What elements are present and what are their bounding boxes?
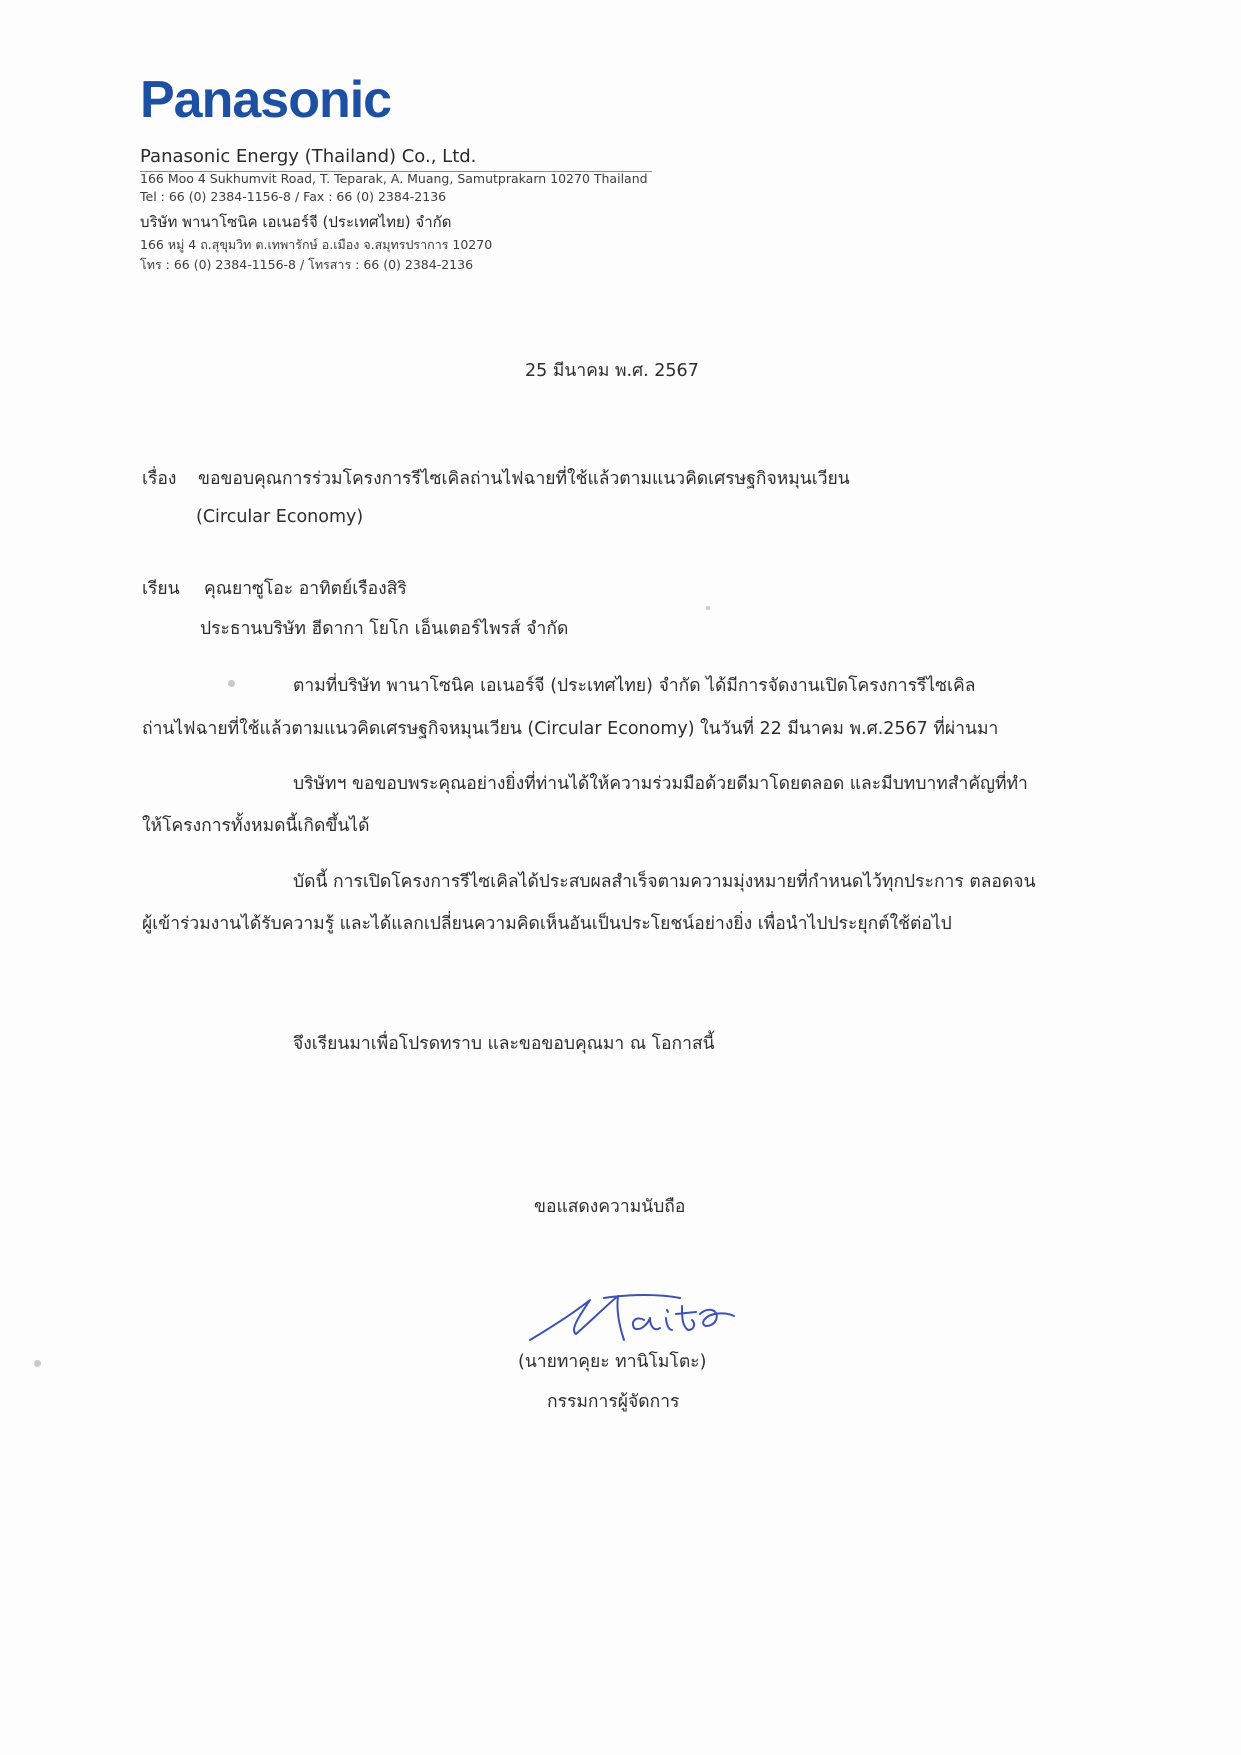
scan-speck bbox=[706, 606, 710, 610]
handwritten-signature bbox=[520, 1290, 760, 1350]
closing-paragraph: จึงเรียนมาเพื่อโปรดทราบ และขอขอบคุณมา ณ โอกาสนี้ bbox=[293, 1034, 715, 1054]
address-th: 166 หมู่ 4 ถ.สุขุมวิท ต.เทพารักษ์ อ.เมือง จ.สมุทรปราการ 10270 bbox=[140, 237, 493, 252]
paragraph-2-line-2: ให้โครงการทั้งหมดนี้เกิดขึ้นได้ bbox=[142, 816, 370, 836]
complimentary-close: ขอแสดงความนับถือ bbox=[534, 1197, 686, 1217]
recipient-name: คุณยาซูโอะ อาทิตย์เรืองสิริ bbox=[204, 579, 407, 599]
address-en: 166 Moo 4 Sukhumvit Road, T. Teparak, A. Muang, Samutprakarn 10270 Thailand bbox=[140, 171, 648, 186]
tel-fax-en: Tel : 66 (0) 2384-1156-8 / Fax : 66 (0) 2384-2136 bbox=[140, 189, 447, 204]
company-name-th: บริษัท พานาโซนิค เอเนอร์จี (ประเทศไทย) จำกัด bbox=[140, 213, 452, 231]
paragraph-2-line-1: บริษัทฯ ขอขอบพระคุณอย่างยิ่งที่ท่านได้ให้ความร่วมมือด้วยดีมาโดยตลอด และมีบทบาทสำคัญที่ทำ bbox=[293, 774, 1028, 794]
signatory-name: (นายทาคุยะ ทานิโมโตะ) bbox=[518, 1352, 707, 1372]
panasonic-logo: Panasonic bbox=[140, 71, 392, 129]
scan-speck bbox=[34, 1360, 41, 1367]
recipient-label: เรียน bbox=[142, 579, 180, 599]
paragraph-1-line-2: ถ่านไฟฉายที่ใช้แล้วตามแนวคิดเศรษฐกิจหมุนเวียน (Circular Economy) ในวันที่ 22 มีนาคม พ.ศ.2567 ที่ผ่านมา bbox=[142, 719, 999, 739]
subject-line-1: ขอขอบคุณการร่วมโครงการรีไซเคิลถ่านไฟฉายที่ใช้แล้วตามแนวคิดเศรษฐกิจหมุนเวียน bbox=[198, 469, 850, 489]
scan-speck bbox=[228, 680, 235, 687]
paragraph-1-line-1: ตามที่บริษัท พานาโซนิค เอเนอร์จี (ประเทศไทย) จำกัด ได้มีการจัดงานเปิดโครงการรีไซเคิล bbox=[293, 676, 976, 696]
subject-label: เรื่อง bbox=[142, 469, 177, 489]
paragraph-3-line-1: บัดนี้ การเปิดโครงการรีไซเคิลได้ประสบผลสำเร็จตามความมุ่งหมายที่กำหนดไว้ทุกประการ ตลอดจน bbox=[293, 872, 1036, 892]
tel-fax-th: โทร : 66 (0) 2384-1156-8 / โทรสาร : 66 (0) 2384-2136 bbox=[140, 257, 474, 272]
company-name: Panasonic Energy (Thailand) Co., Ltd. bbox=[140, 146, 477, 167]
paragraph-3-line-2: ผู้เข้าร่วมงานได้รับความรู้ และได้แลกเปลี่ยนความคิดเห็นอันเป็นประโยชน์อย่างยิ่ง เพื่อนำไปประยุกต์ใช้ต่อไป bbox=[142, 914, 952, 934]
letter-date: 25 มีนาคม พ.ศ. 2567 bbox=[525, 361, 699, 381]
subject-line-2: (Circular Economy) bbox=[196, 507, 364, 527]
recipient-title: ประธานบริษัท ฮีดากา โยโก เอ็นเตอร์ไพรส์ จำกัด bbox=[200, 619, 569, 639]
signatory-title: กรรมการผู้จัดการ bbox=[547, 1392, 680, 1412]
